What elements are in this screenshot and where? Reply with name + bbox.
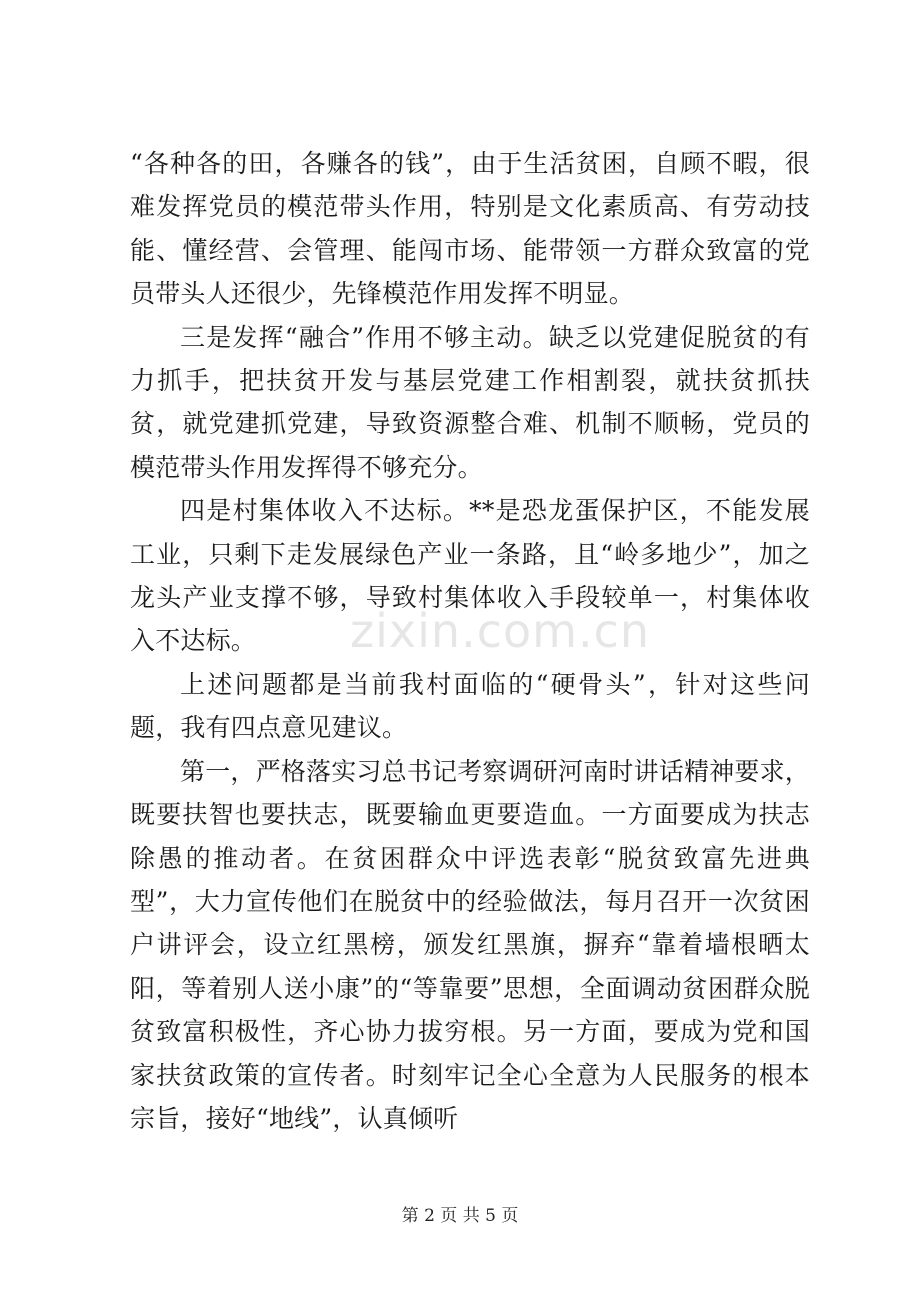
watermark: zixin.com.cn (350, 604, 651, 658)
paragraph-2: 三是发挥“融合”作用不够主动。缺乏以党建促脱贫的有力抓手，把扶贫开发与基层党建工作相割裂，就扶贫抓扶贫，就党建抓党建，导致资源整合难、机制不顺畅，党员的模范带头作用发挥得不够充分。 (130, 322, 810, 482)
paragraph-3: 四是村集体收入不达标。**是恐龙蛋保护区，不能发展工业，只剩下走发展绿色产业一条路，且“岭多地少”，加之龙头产业支撑不够，导致村集体收入手段较单一，村集体收入不达标。 (130, 496, 810, 656)
paragraph-5: 第一，严格落实习总书记考察调研河南时讲话精神要求，既要扶智也要扶志，既要输血更要造血。一方面要成为扶志除愚的推动者。在贫困群众中评选表彰“脱贫致富先进典型”，大力宣传他们在脱贫中的经验做法，每月召开一次贫困户讲评会，设立红黑榜，颁发红黑旗，摒弃“靠着墙根晒太阳，等着别人送小康”的“等靠要”思想，全面调动贫困群众脱贫致富积极性，齐心协力拔穷根。另一方面，要成为党和国家扶贫政策的宣传者。时刻牢记全心全意为人民服务的根本宗旨，接好“地线”，认真倾听 (130, 756, 811, 1133)
page-footer: 第 2 页 共 5 页 (401, 1206, 519, 1226)
paragraph-4: 上述问题都是当前我村面临的“硬骨头”，针对这些问题，我有四点意见建议。 (130, 669, 810, 743)
paragraph-1: “各种各的田，各赚各的钱”，由于生活贫困，自顾不暇，很难发挥党员的模范带头作用，特别是文化素质高、有劳动技能、懂经营、会管理、能闯市场、能带领一方群众致富的党员带头人还很少，先锋模范作用发挥不明显。 (130, 149, 810, 309)
body-text (130, 142, 810, 1140)
